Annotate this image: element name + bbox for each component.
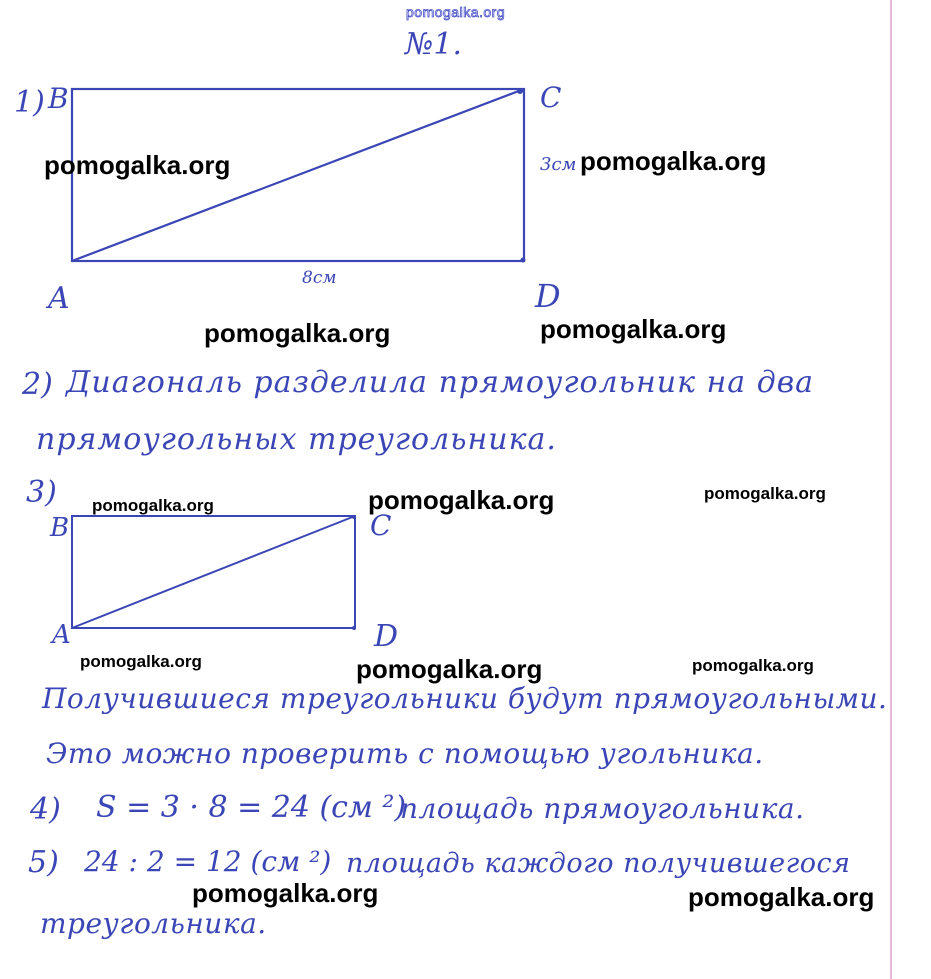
item2-line2: прямоугольных треугольника. xyxy=(36,422,557,457)
item5-text: площадь каждого получившегося xyxy=(346,848,851,879)
item3-line1: Получившиеся треугольники будут прямоугольными. xyxy=(42,682,888,715)
watermark-7: pomogalka.org xyxy=(704,484,826,503)
watermark-5: pomogalka.org xyxy=(92,496,214,515)
watermark-4: pomogalka.org xyxy=(540,314,727,344)
item1-vertex-b: B xyxy=(48,82,69,115)
diagonal-ac-2 xyxy=(72,516,355,628)
watermark-12: pomogalka.org xyxy=(688,882,875,912)
item1-number: 1) xyxy=(14,85,45,120)
watermark-10: pomogalka.org xyxy=(692,656,814,675)
item1-vertex-a: A xyxy=(48,281,70,316)
item3-vertex-c: C xyxy=(370,509,392,542)
watermark-1: pomogalka.org xyxy=(44,150,231,180)
task-number: №1. xyxy=(405,27,463,62)
item3-vertex-b: B xyxy=(50,513,70,543)
item5-formula: 24 : 2 = 12 (см ²) xyxy=(84,845,332,878)
watermark-9: pomogalka.org xyxy=(356,654,543,684)
point-c-1 xyxy=(517,88,523,94)
item3-line2: Это можно проверить с помощью угольника. xyxy=(46,737,764,770)
watermark-6: pomogalka.org xyxy=(368,485,555,515)
item5-line2: треугольника. xyxy=(40,907,267,940)
item5-number: 5) xyxy=(28,845,59,880)
watermark-8: pomogalka.org xyxy=(80,652,202,671)
rectangle-abcd-2 xyxy=(72,516,355,628)
item4-number: 4) xyxy=(30,792,61,827)
item3-vertex-a: A xyxy=(52,620,71,650)
item1-vertex-c: C xyxy=(540,81,562,114)
item2-number: 2) xyxy=(22,367,53,402)
item1-side-ad-label: 8см xyxy=(302,268,337,288)
point-d-1 xyxy=(521,258,526,263)
item3-number: 3) xyxy=(26,475,57,510)
item4-text: площадь прямоугольника. xyxy=(400,792,805,825)
item4-formula: S = 3 · 8 = 24 (см ²) xyxy=(96,790,407,825)
item1-side-cd-label: 3см xyxy=(540,154,577,175)
watermark-11: pomogalka.org xyxy=(192,878,379,908)
point-c-2 xyxy=(352,515,356,519)
item1-vertex-d: D xyxy=(535,277,561,315)
item3-vertex-d: D xyxy=(374,619,399,654)
watermark-2: pomogalka.org xyxy=(580,146,767,176)
point-d-2 xyxy=(352,626,356,630)
top-watermark: pomogalka.org xyxy=(406,4,506,20)
watermark-3: pomogalka.org xyxy=(204,318,391,348)
item2-line1: Диагональ разделила прямоугольник на два xyxy=(66,365,815,400)
